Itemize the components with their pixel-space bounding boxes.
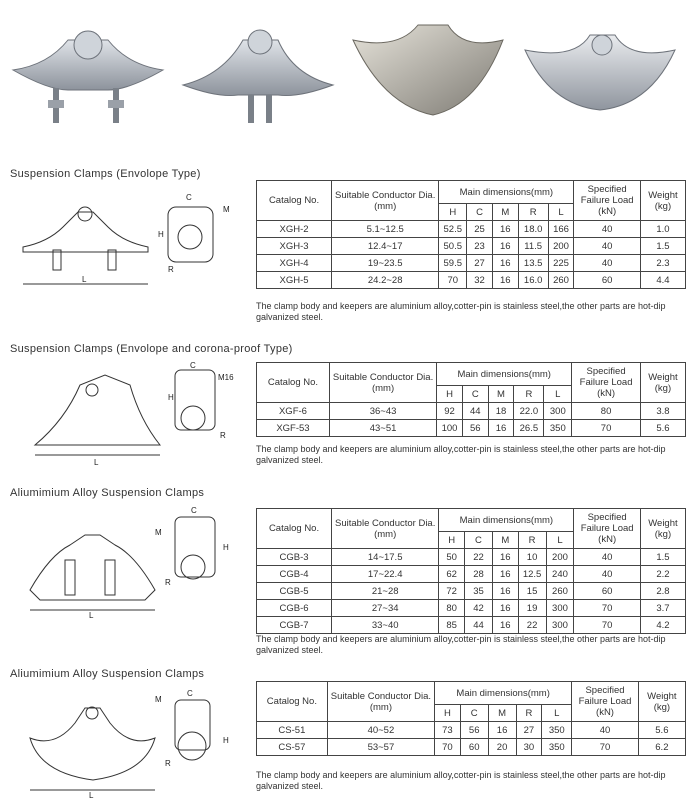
subheader-h: H <box>439 204 467 221</box>
table-cell: 240 <box>546 566 574 583</box>
table-row <box>257 739 686 756</box>
table-cell: 26.5 <box>514 420 544 437</box>
table-cell: 2.2 <box>640 566 685 583</box>
table-row <box>257 272 686 289</box>
subheader-m: M <box>488 386 514 403</box>
table-xgh: Catalog No. Suitable Conductor Dia.(mm) Main dimensions(mm) Specified Failure Load (kN) Weight (kg) H C M R L XGH-2 5.1~12.5 52.5 25 16 18.0 166 40 1.0 XGH-3 12.4~17 50.5 23 16 11.5 200 40 1.5 XGH-4 19~23.5 59.5 27 16 13.5 225 40 2.3 XGH-5 24.2~28 70 32 16 16.0 260 60 4.4 <box>256 180 686 289</box>
table-cell: 10 <box>518 549 546 566</box>
table-cell: 80 <box>572 403 641 420</box>
svg-text:L: L <box>94 458 99 467</box>
section-title-cs: Aliumimium Alloy Suspension Clamps <box>10 668 205 680</box>
svg-text:H: H <box>223 543 229 552</box>
table-cell: 3.8 <box>640 403 685 420</box>
table-cell: CGB-4 <box>257 566 332 583</box>
table-cell: 350 <box>542 722 572 739</box>
table-cell: 15 <box>518 583 546 600</box>
drawing-xgh <box>18 192 238 292</box>
table-cgb: Catalog No. Suitable Conductor Dia.(mm) Main dimensions(mm) Specified Failure Load (kN) Weight (kg) H C M R L CGB-3 14~17.5 50 22 16 10 200 40 1.5 CGB-4 17~22.4 62 28 16 12.5 240 40 2.2 CGB-5 21~28 72 35 16 15 260 60 2.8 CGB-6 27~34 80 42 16 19 300 70 3.7 CGB-7 33~40 85 44 16 22 300 70 4.2 <box>256 508 686 634</box>
table-cell: CS-51 <box>257 722 328 739</box>
table-cell: 19~23.5 <box>332 255 439 272</box>
table-cell: 16 <box>492 583 518 600</box>
table-cell: 42 <box>465 600 493 617</box>
subheader-l: L <box>542 705 572 722</box>
note-cs: The clamp body and keepers are aluminium alloy,cotter-pin is stainless steel,the other parts are hot-dip galvanized steel. <box>256 770 666 791</box>
table-cell: 16 <box>492 238 518 255</box>
table-cell: 16 <box>492 272 518 289</box>
table-cell: 3.7 <box>640 600 685 617</box>
table-cell: 70 <box>435 739 461 756</box>
table-cell: CGB-7 <box>257 617 332 634</box>
section-title-cgb: Aliumimium Alloy Suspension Clamps <box>10 487 205 499</box>
table-cell: 1.5 <box>640 238 685 255</box>
subheader-h: H <box>435 705 461 722</box>
subheader-h: H <box>437 386 463 403</box>
subheader-m: M <box>492 204 518 221</box>
drawing-cs <box>25 688 240 798</box>
table-cell: 12.5 <box>518 566 546 583</box>
svg-text:H: H <box>223 736 229 745</box>
subheader-c: C <box>462 386 488 403</box>
table-cell: 13.5 <box>518 255 548 272</box>
table-cell: 19 <box>518 600 546 617</box>
table-xgf: Catalog No. Suitable Conductor Dia.(mm) Main dimensions(mm) Specified Failure Load (kN) Weight (kg) H C M R L XGF-6 36~43 92 44 18 22.0 300 80 3.8 XGF-53 43~51 100 56 16 26.5 350 70 5.6 <box>256 362 686 437</box>
table-cell: 100 <box>437 420 463 437</box>
svg-text:C: C <box>186 193 192 202</box>
table-row <box>257 566 686 583</box>
svg-text:R: R <box>165 759 171 768</box>
table-cell: 80 <box>439 600 465 617</box>
table-cell: 43~51 <box>329 420 436 437</box>
drawing-cgb <box>25 505 240 620</box>
svg-text:H: H <box>158 230 164 239</box>
table-cell: 44 <box>465 617 493 634</box>
table-cell: 5.1~12.5 <box>332 221 439 238</box>
clamp-photo-3 <box>348 10 508 130</box>
svg-text:C: C <box>190 361 196 370</box>
table-cell: 70 <box>572 420 641 437</box>
table-cell: 56 <box>460 722 488 739</box>
table-cell: 260 <box>546 583 574 600</box>
subheader-h: H <box>439 532 465 549</box>
table-row <box>257 600 686 617</box>
table-cell: 70 <box>574 600 640 617</box>
table-cell: 14~17.5 <box>332 549 439 566</box>
table-cell: 225 <box>548 255 574 272</box>
table-cell: 16 <box>492 600 518 617</box>
table-cell: 40 <box>574 549 640 566</box>
svg-text:L: L <box>82 275 87 284</box>
table-cell: 350 <box>542 739 572 756</box>
table-row <box>257 722 686 739</box>
table-cell: CGB-3 <box>257 549 332 566</box>
table-cell: 40 <box>574 566 640 583</box>
table-cell: 300 <box>546 617 574 634</box>
table-cell: 52.5 <box>439 221 467 238</box>
table-cell: 33~40 <box>332 617 439 634</box>
table-cell: 16 <box>492 255 518 272</box>
table-cell: 30 <box>516 739 542 756</box>
table-cell: 16 <box>488 722 516 739</box>
subheader-m: M <box>488 705 516 722</box>
table-cell: 16 <box>492 566 518 583</box>
table-cell: 5.6 <box>640 420 685 437</box>
table-cell: CGB-6 <box>257 600 332 617</box>
table-cell: 50 <box>439 549 465 566</box>
table-cell: 85 <box>439 617 465 634</box>
subheader-c: C <box>465 532 493 549</box>
table-cell: 18.0 <box>518 221 548 238</box>
table-cell: 300 <box>544 403 572 420</box>
table-row <box>257 221 686 238</box>
table-cell: 70 <box>439 272 467 289</box>
svg-text:M16: M16 <box>218 373 234 382</box>
svg-text:C: C <box>191 506 197 515</box>
table-cell: XGH-2 <box>257 221 332 238</box>
table-cell: 36~43 <box>329 403 436 420</box>
subheader-c: C <box>460 705 488 722</box>
table-cell: 60 <box>574 583 640 600</box>
table-cell: 53~57 <box>327 739 434 756</box>
note-xgh: The clamp body and keepers are aluminium alloy,cotter-pin is stainless steel,the other parts are hot-dip galvanized steel. <box>256 301 666 322</box>
svg-text:C: C <box>187 689 193 698</box>
table-cell: 70 <box>574 617 640 634</box>
product-photos <box>0 0 700 140</box>
table-row <box>257 420 686 437</box>
table-cell: 60 <box>460 739 488 756</box>
subheader-r: R <box>516 705 542 722</box>
table-cell: 24.2~28 <box>332 272 439 289</box>
table-cell: 5.6 <box>638 722 685 739</box>
svg-text:L: L <box>89 791 94 798</box>
clamp-photo-1 <box>8 10 168 130</box>
table-cell: 27 <box>467 255 493 272</box>
table-cell: 50.5 <box>439 238 467 255</box>
table-cell: 60 <box>574 272 640 289</box>
note-cgb: The clamp body and keepers are aluminium alloy,cotter-pin is stainless steel,the other parts are hot-dip galvanized steel. <box>256 634 666 655</box>
table-cell: 300 <box>546 600 574 617</box>
table-cell: 25 <box>467 221 493 238</box>
table-cell: XGF-6 <box>257 403 330 420</box>
table-cell: 16.0 <box>518 272 548 289</box>
table-cell: 23 <box>467 238 493 255</box>
table-cell: 16 <box>492 221 518 238</box>
clamp-photo-4 <box>520 10 680 130</box>
table-cell: 22 <box>465 549 493 566</box>
table-cell: 17~22.4 <box>332 566 439 583</box>
table-cell: 40 <box>574 221 640 238</box>
table-cell: 22.0 <box>514 403 544 420</box>
svg-text:M: M <box>223 205 230 214</box>
table-cell: 62 <box>439 566 465 583</box>
table-cell: 70 <box>572 739 638 756</box>
table-cell: 56 <box>462 420 488 437</box>
svg-text:R: R <box>165 578 171 587</box>
table-cell: 1.0 <box>640 221 685 238</box>
table-cell: 12.4~17 <box>332 238 439 255</box>
clamp-photo-2 <box>178 10 338 130</box>
subheader-r: R <box>518 204 548 221</box>
table-cell: XGH-4 <box>257 255 332 272</box>
table-cell: 59.5 <box>439 255 467 272</box>
table-cell: 2.3 <box>640 255 685 272</box>
table-cell: 16 <box>492 549 518 566</box>
table-row <box>257 617 686 634</box>
table-row <box>257 549 686 566</box>
table-cell: XGH-3 <box>257 238 332 255</box>
table-cell: 21~28 <box>332 583 439 600</box>
table-cell: 28 <box>465 566 493 583</box>
subheader-l: L <box>548 204 574 221</box>
table-row <box>257 255 686 272</box>
table-cell: 44 <box>462 403 488 420</box>
drawing-xgf <box>30 360 240 470</box>
table-cell: 16 <box>492 617 518 634</box>
svg-text:R: R <box>168 265 174 274</box>
table-cell: XGH-5 <box>257 272 332 289</box>
table-cell: 40~52 <box>327 722 434 739</box>
subheader-r: R <box>514 386 544 403</box>
subheader-m: M <box>492 532 518 549</box>
section-title-xgf: Suspension Clamps (Envolope and corona-proof Type) <box>10 343 293 355</box>
table-cell: 260 <box>548 272 574 289</box>
table-cell: 350 <box>544 420 572 437</box>
table-cell: 1.5 <box>640 549 685 566</box>
table-row <box>257 238 686 255</box>
table-cell: 11.5 <box>518 238 548 255</box>
table-cell: CGB-5 <box>257 583 332 600</box>
table-cell: 4.4 <box>640 272 685 289</box>
table-cell: 20 <box>488 739 516 756</box>
table-cell: 72 <box>439 583 465 600</box>
table-cell: 40 <box>574 255 640 272</box>
table-cell: 40 <box>572 722 638 739</box>
table-cell: 73 <box>435 722 461 739</box>
table-cell: 2.8 <box>640 583 685 600</box>
table-cell: 22 <box>518 617 546 634</box>
table-cell: 200 <box>548 238 574 255</box>
table-cell: 32 <box>467 272 493 289</box>
svg-text:H: H <box>168 393 174 402</box>
note-xgf: The clamp body and keepers are aluminium alloy,cotter-pin is stainless steel,the other parts are hot-dip galvanized steel. <box>256 444 666 465</box>
svg-text:L: L <box>89 611 94 620</box>
table-cell: 166 <box>548 221 574 238</box>
table-cell: 4.2 <box>640 617 685 634</box>
subheader-c: C <box>467 204 493 221</box>
table-cell: 18 <box>488 403 514 420</box>
svg-text:M: M <box>155 528 162 537</box>
svg-text:R: R <box>220 431 226 440</box>
svg-text:M: M <box>155 695 162 704</box>
table-cell: 92 <box>437 403 463 420</box>
table-cell: 6.2 <box>638 739 685 756</box>
table-cell: 40 <box>574 238 640 255</box>
table-cell: XGF-53 <box>257 420 330 437</box>
table-row <box>257 403 686 420</box>
section-title-xgh: Suspension Clamps (Envolope Type) <box>10 168 201 180</box>
table-cell: 200 <box>546 549 574 566</box>
subheader-l: L <box>544 386 572 403</box>
table-cs: Catalog No. Suitable Conductor Dia.(mm) Main dimensions(mm) Specified Failure Load (kN) Weight (kg) H C M R L CS-51 40~52 73 56 16 27 350 40 5.6 CS-57 53~57 70 60 20 30 350 70 6.2 <box>256 681 686 756</box>
table-cell: 27~34 <box>332 600 439 617</box>
table-cell: 16 <box>488 420 514 437</box>
table-cell: 35 <box>465 583 493 600</box>
table-cell: CS-57 <box>257 739 328 756</box>
subheader-l: L <box>546 532 574 549</box>
subheader-r: R <box>518 532 546 549</box>
table-cell: 27 <box>516 722 542 739</box>
table-row <box>257 583 686 600</box>
